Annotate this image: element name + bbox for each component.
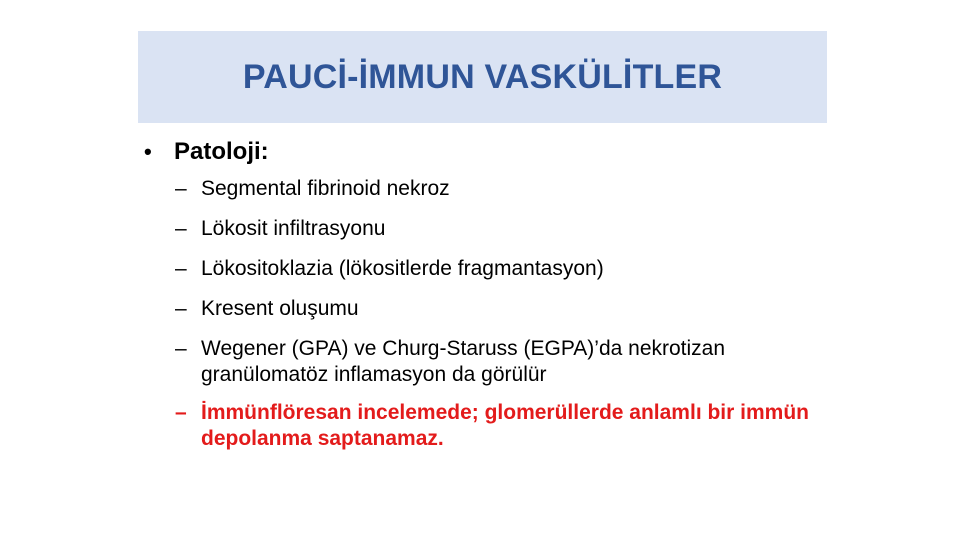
list-item-text: Segmental fibrinoid nekroz [201,177,450,200]
list-item-text: Lökosit infiltrasyonu [201,217,386,240]
list-item-text: Kresent oluşumu [201,297,359,320]
list-item [175,336,835,388]
bullet-label: Patoloji: [174,138,269,165]
list-item [175,256,835,282]
list-item [175,296,835,322]
bullet-patoloji [140,132,840,172]
dash-marker: – [175,217,187,240]
bullet-marker: • [144,139,152,164]
slide-content [140,132,840,450]
dash-marker: – [175,297,187,320]
dash-marker: – [175,337,187,360]
list-item-text: Wegener (GPA) ve Churg-Staruss (EGPA)’da nekrotizan granülomatöz inflamasyon da görülür [201,337,726,386]
dash-marker: – [175,257,187,280]
sub-bullet-list [175,176,835,466]
dash-marker: – [175,177,187,200]
dash-marker: – [175,401,187,424]
list-item-alert [175,400,835,452]
list-item [175,176,835,202]
list-item-text: İmmünflöresan incelemede; glomerüllerde anlamlı bir immün depolanma saptanamaz. [201,401,809,450]
list-item [175,216,835,242]
slide-title: PAUCİ-İMMUN VASKÜLİTLER [242,57,723,96]
title-banner [138,31,827,123]
list-item-text: Lökositoklazia (lökositlerde fragmantasyon) [201,257,604,280]
